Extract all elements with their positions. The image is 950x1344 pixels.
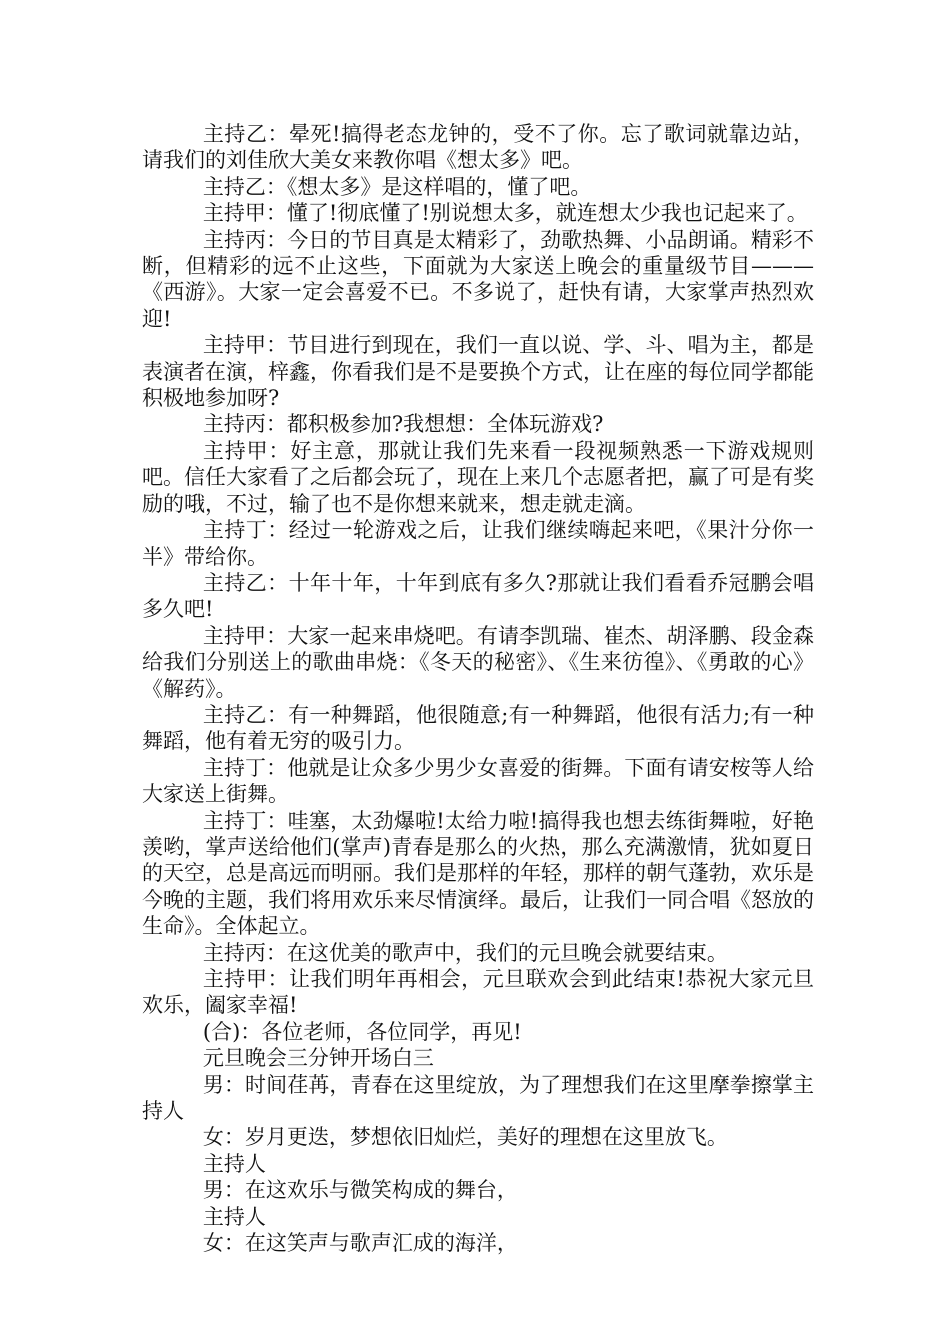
- paragraph: 主持丁：哇塞，太劲爆啦!太给力啦!搞得我也想去练街舞啦，好艳羡哟，掌声送给他们(掌声)青春是那么的火热，那么充满激情，犹如夏日的天空，总是高远而明丽。我们是那样的年轻，那样的朝气蓬勃，欢乐是今晚的主题，我们将用欢乐来尽情演绎。最后，让我们一同合唱《怒放的生命》。全体起立。: [142, 808, 814, 939]
- paragraph: (合)：各位老师，各位同学，再见!: [202, 1019, 522, 1044]
- paragraph: 主持人: [202, 1151, 266, 1176]
- paragraph: 主持乙：有一种舞蹈，他很随意;有一种舞蹈，他很有活力;有一种舞蹈，他有着无穷的吸引力。: [142, 702, 814, 754]
- paragraph: 主持丙：在这优美的歌声中，我们的元旦晚会就要结束。: [202, 940, 728, 965]
- paragraph: 主持乙：《想太多》是这样唱的，懂了吧。: [202, 174, 592, 199]
- paragraph: 主持丁：经过一轮游戏之后，让我们继续嗨起来吧，《果汁分你一半》带给你。: [142, 518, 814, 569]
- document-body: [142, 121, 814, 1256]
- section-heading: 元旦晚会三分钟开场白三: [202, 1046, 434, 1071]
- paragraph: 主持甲：让我们明年再相会，元旦联欢会到此结束!恭祝大家元旦欢乐，阖家幸福!: [142, 967, 814, 1018]
- paragraph: 主持甲：节目进行到现在，我们一直以说、学、斗、唱为主，都是表演者在演，梓鑫，你看我们是不是要换个方式，让在座的每位同学都能积极地参加呀?: [142, 333, 814, 411]
- paragraph: 女：在这笑声与歌声汇成的海洋，: [202, 1231, 518, 1256]
- paragraph: 主持乙：十年十年，十年到底有多久?那就让我们看看乔冠鹏会唱多久吧!: [142, 570, 814, 622]
- paragraph: 主持甲：好主意，那就让我们先来看一段视频熟悉一下游戏规则吧。信任大家看了之后都会玩了，现在上来几个志愿者把，赢了可是有奖励的哦，不过，输了也不是你想来就来，想走就走滴。: [142, 438, 814, 516]
- paragraph: 主持人: [202, 1204, 266, 1229]
- paragraph: 主持甲：大家一起来串烧吧。有请李凯瑞、崔杰、胡泽鹏、段金森给我们分别送上的歌曲串烧：《冬天的秘密》、《生来彷徨》、《勇敢的心》《解药》。: [142, 623, 814, 701]
- paragraph: 主持乙：晕死!搞得老态龙钟的，受不了你。忘了歌词就靠边站，请我们的刘佳欣大美女来教你唱《想太多》吧。: [142, 122, 814, 173]
- paragraph: 主持丙：都积极参加?我想想：全体玩游戏?: [202, 412, 604, 437]
- paragraph: 女：岁月更迭，梦想依旧灿烂，美好的理想在这里放飞。: [202, 1125, 728, 1150]
- paragraph: 主持甲：懂了!彻底懂了!别说想太多，就连想太少我也记起来了。: [202, 201, 808, 226]
- paragraph: 主持丁：他就是让众多少男少女喜爱的街舞。下面有请安桉等人给大家送上街舞。: [142, 755, 814, 807]
- paragraph: 主持丙：今日的节目真是太精彩了，劲歌热舞、小品朗诵。精彩不断，但精彩的远不止这些，下面就为大家送上晚会的重量级节目———《西游》。大家一定会喜爱不已。不多说了，赶快有请，大家掌声热烈欢迎!: [142, 227, 814, 331]
- paragraph: 男：时间荏苒，青春在这里绽放，为了理想我们在这里摩拳擦掌主持人: [142, 1072, 814, 1124]
- paragraph: 男：在这欢乐与微笑构成的舞台，: [202, 1178, 518, 1203]
